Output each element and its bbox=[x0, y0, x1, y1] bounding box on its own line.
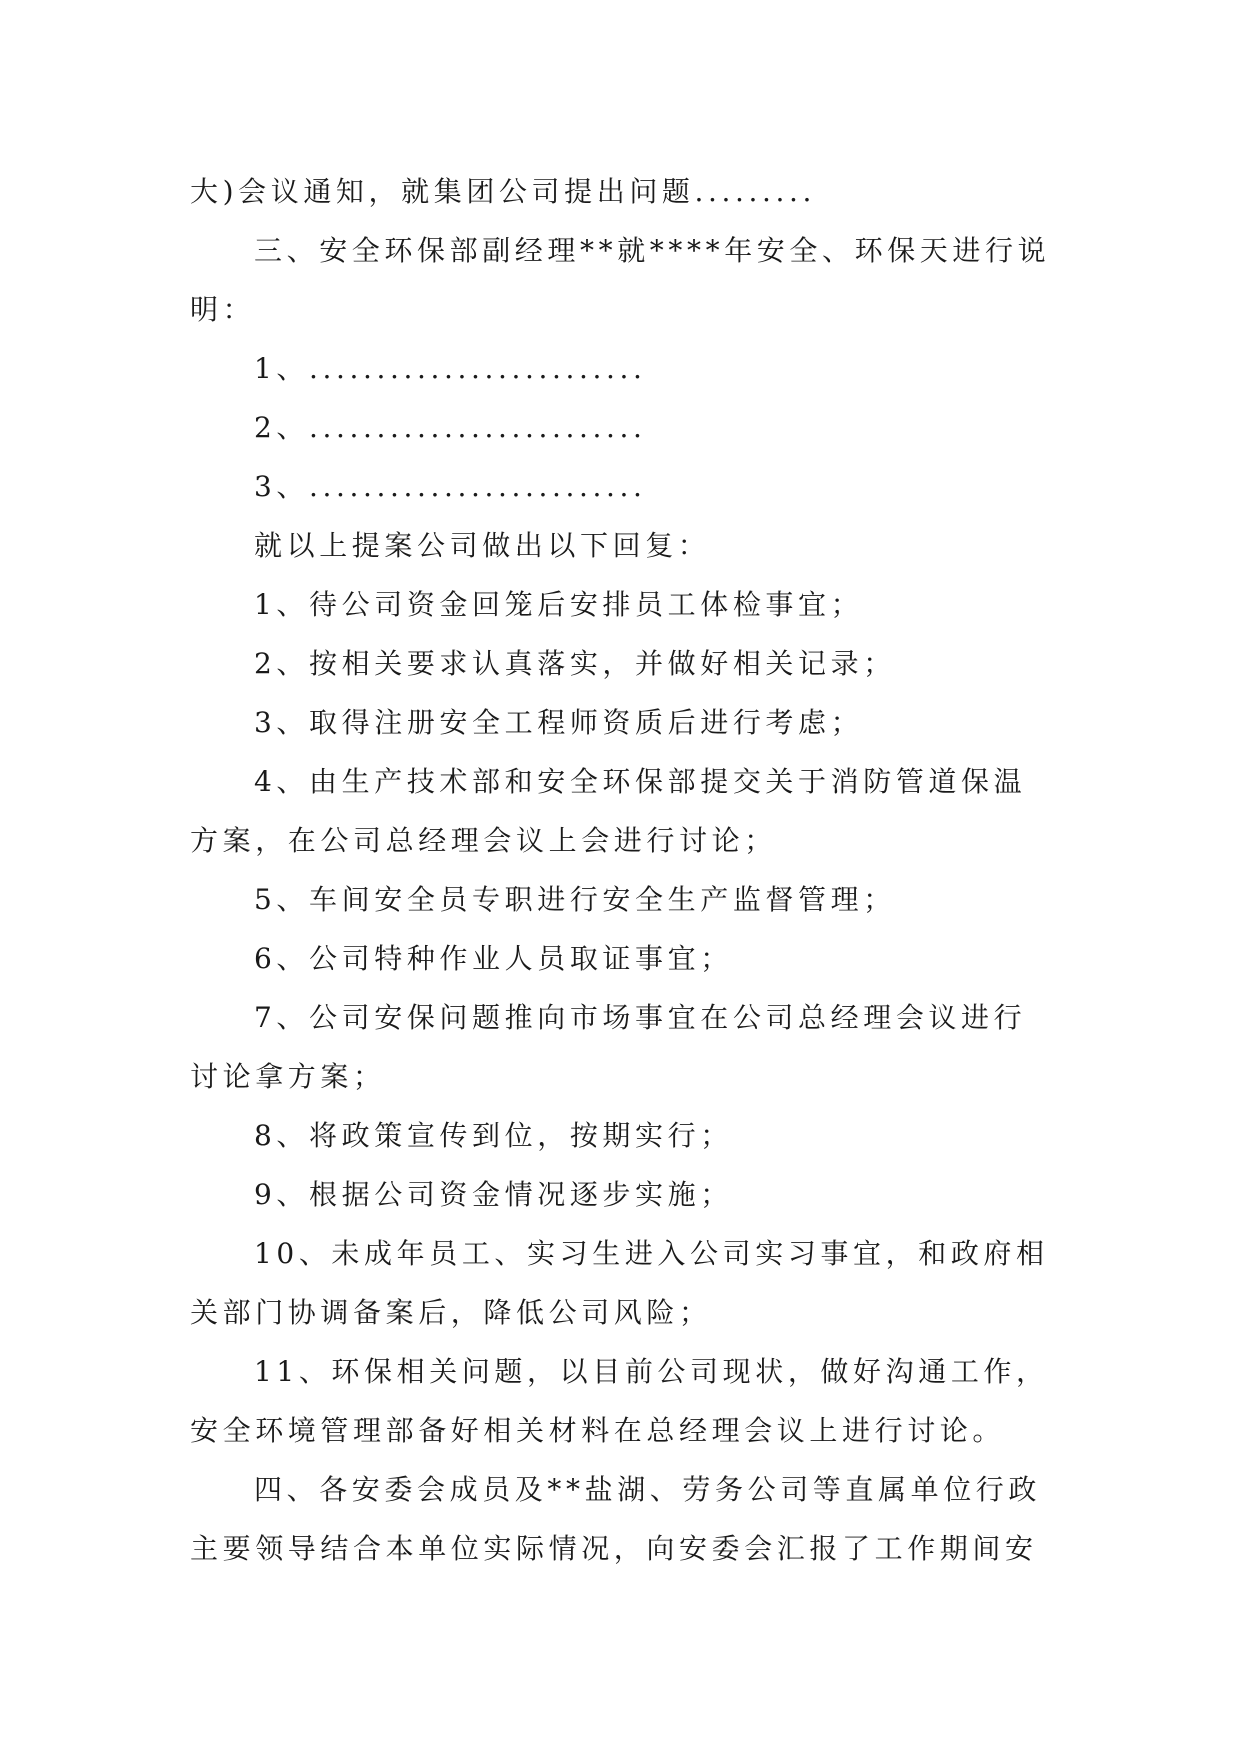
text-line: 3、......................... bbox=[254, 470, 647, 503]
text-line: 四、各安委会成员及**盐湖、劳务公司等直属单位行政 bbox=[254, 1473, 1042, 1506]
text-line: 明： bbox=[190, 293, 256, 326]
text-line: 5、车间安全员专职进行安全生产监督管理； bbox=[254, 883, 896, 916]
text-line: 1、......................... bbox=[254, 352, 647, 385]
text-line: 安全环境管理部备好相关材料在总经理会议上进行讨论。 bbox=[190, 1414, 1006, 1447]
text-line: 4、由生产技术部和安全环保部提交关于消防管道保温 bbox=[254, 765, 1027, 798]
text-line: 2、......................... bbox=[254, 411, 647, 444]
text-line: 10、未成年员工、实习生进入公司实习事宜，和政府相 bbox=[254, 1237, 1049, 1270]
text-line: 大)会议通知，就集团公司提出问题......... bbox=[190, 175, 817, 208]
text-line: 3、取得注册安全工程师资质后进行考虑； bbox=[254, 706, 864, 739]
text-line: 9、根据公司资金情况逐步实施； bbox=[254, 1178, 733, 1211]
text-line: 就以上提案公司做出以下回复： bbox=[254, 529, 711, 562]
text-line: 方案，在公司总经理会议上会进行讨论； bbox=[190, 824, 777, 857]
text-line: 8、将政策宣传到位，按期实行； bbox=[254, 1119, 733, 1152]
text-line: 讨论拿方案； bbox=[190, 1060, 386, 1093]
text-line: 2、按相关要求认真落实，并做好相关记录； bbox=[254, 647, 896, 680]
text-line: 11、环保相关问题，以目前公司现状，做好沟通工作， bbox=[254, 1355, 1049, 1388]
document-body bbox=[190, 162, 1050, 1578]
text-line: 1、待公司资金回笼后安排员工体检事宜； bbox=[254, 588, 864, 621]
text-line: 7、公司安保问题推向市场事宜在公司总经理会议进行 bbox=[254, 1001, 1027, 1034]
text-line: 关部门协调备案后，降低公司风险； bbox=[190, 1296, 712, 1329]
text-line: 三、安全环保部副经理**就****年安全、环保天进行说 bbox=[254, 234, 1051, 267]
text-line: 6、公司特种作业人员取证事宜； bbox=[254, 942, 733, 975]
text-line: 主要领导结合本单位实际情况，向安委会汇报了工作期间安 bbox=[190, 1532, 1038, 1565]
